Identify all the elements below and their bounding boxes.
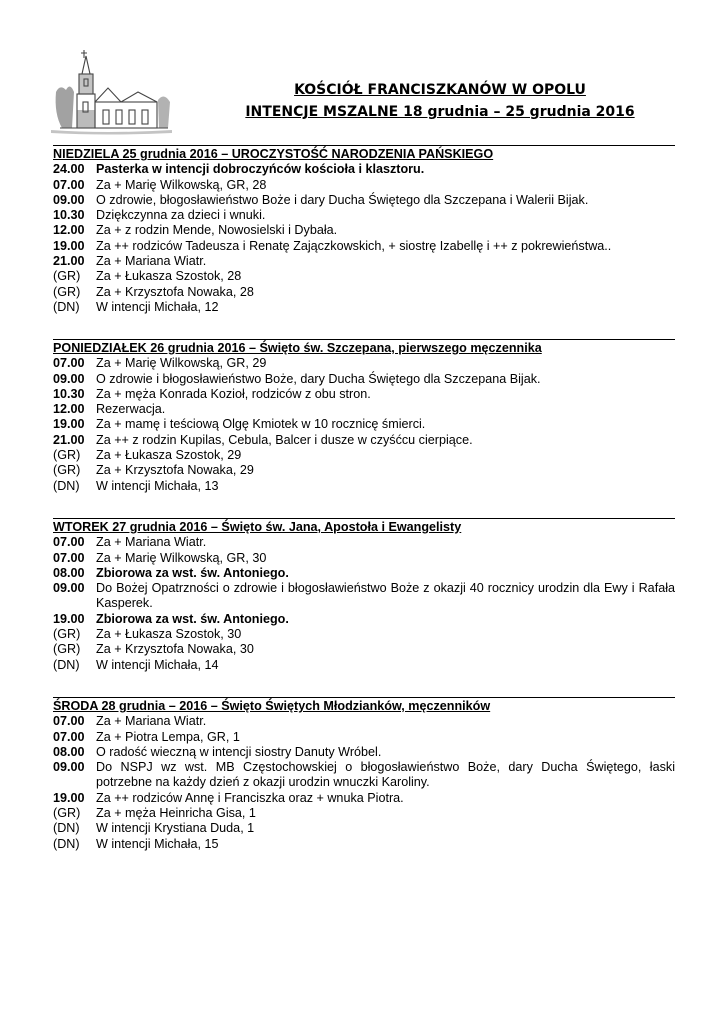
intention-text: Za + Piotra Lempa, GR, 1 [96, 729, 240, 744]
mass-time: (GR) [53, 627, 81, 642]
mass-time: 12.00 [53, 223, 85, 238]
list-item [53, 658, 675, 673]
day-section-wednesday [53, 697, 675, 852]
intention-text: Za + Łukasza Szostok, 29 [96, 448, 242, 463]
church-logo [46, 48, 176, 136]
mass-time: 09.00 [53, 760, 85, 775]
mass-time: 24.00 [53, 162, 85, 177]
list-item [53, 208, 675, 223]
list-item [53, 269, 675, 284]
intention-text: Za + Mariana Wiatr. [96, 714, 207, 729]
intention-text: Za + Marię Wilkowską, GR, 29 [96, 356, 267, 371]
intention-text: O zdrowie i błogosławieństwo Boże, dary Ducha Świętego dla Szczepana Bijak. [96, 371, 541, 386]
list-item [53, 566, 675, 581]
intention-text: Za + Mariana Wiatr. [96, 254, 207, 269]
list-item [53, 627, 675, 642]
intention-text: Do Bożej Opatrzności o zdrowie i błogosławieństwo Boże z okazji 40 rocznicy urodzin dla Ewy i Rafała Kasperek. [96, 581, 675, 611]
intention-text: O zdrowie, błogosławieństwo Boże i dary Ducha Świętego dla Szczepana i Walerii Bijak. [96, 192, 589, 207]
mass-time: 10.30 [53, 208, 85, 223]
day-heading: ŚRODA 28 grudnia – 2016 – Święto Świętych Młodzianków, męczenników [53, 697, 675, 714]
intention-text: Za + Krzysztofa Nowaka, 28 [96, 284, 254, 299]
day-section-tuesday [53, 518, 675, 673]
intention-text: Za ++ rodziców Tadeusza i Renatę Zajączkowskich, + siostrę Izabellę i ++ z pokrewieństwa.. [96, 238, 612, 253]
intention-text: Za + Krzysztofa Nowaka, 29 [96, 463, 254, 478]
intention-text: Za + Krzysztofa Nowaka, 30 [96, 642, 254, 657]
intention-text: Za ++ rodziców Annę i Franciszka oraz + wnuka Piotra. [96, 790, 404, 805]
list-item [53, 254, 675, 269]
mass-time: 19.00 [53, 611, 85, 626]
day-section-sunday [53, 145, 675, 315]
page-title: INTENCJE MSZALNE 18 grudnia – 25 grudnia 2016 [245, 104, 635, 120]
mass-time: (GR) [53, 284, 81, 299]
mass-time: (GR) [53, 448, 81, 463]
mass-time: (GR) [53, 463, 81, 478]
list-item [53, 448, 675, 463]
list-item [53, 417, 675, 432]
mass-time: 19.00 [53, 417, 85, 432]
list-item [53, 837, 675, 852]
list-item [53, 239, 675, 254]
list-item [53, 463, 675, 478]
list-item [53, 300, 675, 315]
mass-time: 07.00 [53, 535, 85, 550]
list-item [53, 581, 675, 612]
mass-time: 07.00 [53, 177, 85, 192]
intention-text: W intencji Michała, 15 [96, 836, 219, 851]
mass-time: (DN) [53, 299, 80, 314]
mass-time: 07.00 [53, 550, 85, 565]
mass-time: (DN) [53, 478, 80, 493]
mass-time: (DN) [53, 657, 80, 672]
list-item [53, 730, 675, 745]
list-item [53, 433, 675, 448]
list-item [53, 372, 675, 387]
intention-text: Za + Łukasza Szostok, 30 [96, 627, 242, 642]
list-item [53, 806, 675, 821]
list-item [53, 642, 675, 657]
list-item [53, 745, 675, 760]
list-item [53, 178, 675, 193]
list-item [53, 821, 675, 836]
list-item [53, 612, 675, 627]
intention-text: Pasterka w intencji dobroczyńców kościoła i klasztoru. [96, 162, 425, 177]
list-item [53, 356, 675, 371]
day-heading: NIEDZIELA 25 grudnia 2016 – UROCZYSTOŚĆ NARODZENIA PAŃSKIEGO [53, 145, 675, 162]
intention-text: Za + Łukasza Szostok, 28 [96, 269, 242, 284]
mass-time: (DN) [53, 821, 80, 836]
intention-text: Za + męża Heinricha Gisa, 1 [96, 806, 256, 821]
intention-text: Za + Mariana Wiatr. [96, 535, 207, 550]
mass-time: (GR) [53, 642, 81, 657]
intention-text: Za ++ z rodzin Kupilas, Cebula, Balcer i dusze w czyśćcu cierpiące. [96, 432, 473, 447]
list-item [53, 162, 675, 177]
list-item [53, 285, 675, 300]
list-item [53, 551, 675, 566]
list-item [53, 791, 675, 806]
intention-text: Za + z rodzin Mende, Nowosielski i Dybała. [96, 223, 338, 238]
mass-time: 08.00 [53, 565, 85, 580]
intention-text: Zbiorowa za wst. św. Antoniego. [96, 565, 289, 580]
mass-time: (GR) [53, 806, 81, 821]
intention-text: Rezerwacja. [96, 402, 166, 417]
list-item [53, 479, 675, 494]
list-item [53, 760, 675, 791]
intention-text: W intencji Michała, 12 [96, 299, 219, 314]
mass-time: (DN) [53, 836, 80, 851]
intention-text: Dziękczynna za dzieci i wnuki. [96, 208, 266, 223]
mass-time: 09.00 [53, 192, 85, 207]
list-item [53, 402, 675, 417]
list-item [53, 387, 675, 402]
intention-text: Zbiorowa za wst. św. Antoniego. [96, 611, 289, 626]
list-item [53, 714, 675, 729]
mass-time: 21.00 [53, 432, 85, 447]
mass-time: 08.00 [53, 744, 85, 759]
day-heading: PONIEDZIAŁEK 26 grudnia 2016 – Święto św. Szczepana, pierwszego męczennika [53, 339, 675, 356]
mass-time: 09.00 [53, 581, 85, 596]
mass-time: 19.00 [53, 790, 85, 805]
mass-time: 07.00 [53, 356, 85, 371]
mass-time: 07.00 [53, 714, 85, 729]
mass-time: 07.00 [53, 729, 85, 744]
mass-time: 10.30 [53, 386, 85, 401]
day-heading: WTOREK 27 grudnia 2016 – Święto św. Jana, Apostoła i Ewangelisty [53, 518, 675, 535]
mass-time: 19.00 [53, 238, 85, 253]
list-item [53, 223, 675, 238]
church-name: KOŚCIÓŁ FRANCISZKANÓW W OPOLU [294, 82, 586, 98]
intention-text: W intencji Michała, 14 [96, 657, 219, 672]
intention-text: W intencji Krystiana Duda, 1 [96, 821, 255, 836]
list-item [53, 535, 675, 550]
mass-time: (GR) [53, 269, 81, 284]
intention-text: Za + Marię Wilkowską, GR, 28 [96, 177, 267, 192]
intention-text: W intencji Michała, 13 [96, 478, 219, 493]
mass-time: 12.00 [53, 402, 85, 417]
mass-time: 21.00 [53, 254, 85, 269]
intention-text: O radość wieczną w intencji siostry Danuty Wróbel. [96, 744, 382, 759]
list-item [53, 193, 675, 208]
intention-text: Do NSPJ wz wst. MB Częstochowskiej o błogosławieństwo Boże, dary Ducha Świętego, łaski potrzebne na każdy dzień z okazji urodzin wnuczki Karoliny. [96, 760, 675, 790]
mass-time: 09.00 [53, 371, 85, 386]
intention-text: Za + męża Konrada Kozioł, rodziców z obu stron. [96, 386, 371, 401]
intention-text: Za + mamę i teściową Olgę Kmiotek w 10 rocznicę śmierci. [96, 417, 426, 432]
day-section-monday [53, 339, 675, 494]
intention-text: Za + Marię Wilkowską, GR, 30 [96, 550, 267, 565]
